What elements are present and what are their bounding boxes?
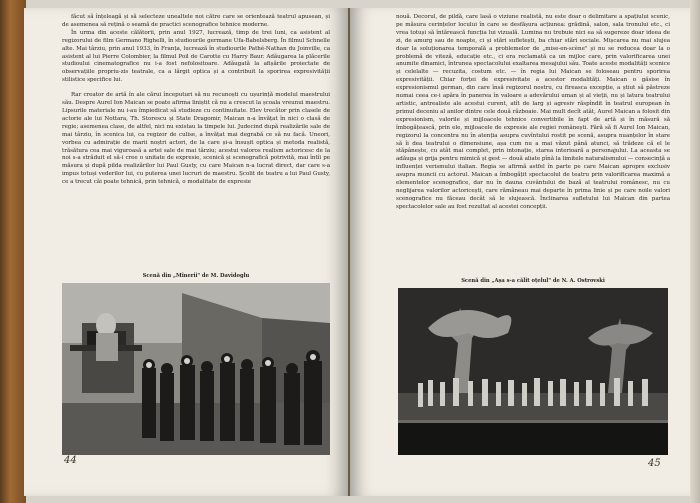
- left-page-text: [62, 14, 330, 187]
- book-cover-right: [690, 0, 700, 503]
- right-page-text: [396, 14, 670, 212]
- left-photo-caption: Scenă din „Mînerii" de M. Davidoglu: [142, 273, 250, 279]
- book-cover-left: [0, 0, 26, 503]
- right-scene-photo: [398, 288, 668, 455]
- right-photo-caption: Scenă din „Așa s-a călit oțelul" de N. A. Ostrovski: [461, 278, 605, 284]
- left-paragraph: făcut să înțeleagă și să selecteze unealtele noi către care se orientează teatrul apusean, și de asemenea să rețină o seamă de practici scenografice tehnice moderne.: [62, 14, 330, 28]
- page-number-left: 44: [64, 455, 77, 466]
- left-paragraph: În urma din aceste călătorii, prin anul 1927, lucrează, timp de trei luni, ca asistent al regizorului de film Germano Righelli, în studiourile germane Ufa-Babelsberg. În filmul Schnelle alte. Mai târziu, prin anul 1933, în Franța, lucrează în studiourile Pathé-Nathan du Joinville, ca asistent al lui Pierre Colombier, la filmul Poil de Carotte cu Harry Baur. Adăugarea la plăcerile studioului cinematografice nu i-a fost nefolositoare. Adăugată la afișările proiectate de observațiile propriu-zis teatrale, ca a lărgit optica și a contribuit la sporirea expresivității stilistice specifice lui.: [62, 29, 330, 84]
- left-paragraph: Rar creator de artă în ale cărui începuturi să nu recunoști cu ușurință modelul maestrului său. Despre Aurel Ion Maican se poate afirma liniștit că nu a crescut la școala vreunui maestru. Lipsurile materiale nu i-au împiedicat să studieze cu continuitate. Elev trecător prin clasele de actorie ale lui Nottara, Th. Storescu și State Dragomir, Maican n-a învățat în nici o clasă de regie; asemenea clase, de altfel, nici nu existau la timpele lui. Judecind după realizările sale de mai târziu, în scenica lui, ca regizor de culise, a învățat mai degrabă ce să nu facă. Uneori, vorbea cu admirație de marii noștri actori, de la care și-a însușit optica și metoda realistă, trăsătura cea mai viguroasă a artei sale de mai târziu; acestui valoros realism actoricesc de la noi s-a străduit el să-i cree o unitate de expresie, scenică și scenografică potrivită, mai întîi pe măsura și după pilda realizărilor lui Paul Gusty, cu care Maican n-a lucrat direct, dar care s-a impus totuși vederilor lui, cu puterea unei lucruri de maestru. Școlit de teatru a lui Paul Gusty, ce a trecut căi poate tehnică, prin tehnică, o modalitate de expresie: [62, 92, 330, 186]
- page-number-right: 45: [648, 458, 661, 469]
- right-page: [350, 8, 690, 496]
- right-paragraph: nouă. Decorul, de pildă, care lasă o viziune realistă, nu este doar o delimitare a spațiului scenic, pe măsura cerințelor locului în care se desfășura acțiunea: grădină, salon, sala tronului etc., ci vrea totuși să întărească funcția lui vizuală. Lumina nu trebuie nici ea să sugereze doar ideea de zi, de amurg sau de noapte, ci și stări sufletești, ba chiar stări sociale. Mișcarea nu mai slujea doar la soluționarea temporală a problemelor de „mise-en-scène" și nu se reducea doar la o problemă de viteză, educație etc., ci era reclamată ca un mijloc care, prin valorificarea unei anumite dinamici, întrunea spectacolului exaltarea mesajului său. Toate aceste modalități scenice și celelalte — recuzita, costum etc. — în regia lui Maican se foloseau pentru sporirea expresivității. Chiar forței de expresivitate a acestor modalități. Maican o găsise în expresionismul german, din care însă regizorul nostru, cu fireasca excepție, a știut să păstreze numai ceea ce-i apăra în panerea în valoare a adevărului uman și al vieții, nu și latura teatrului artistic, antrealiste ale acestui curent, atît de larg și agresiv răspîndit în teatrul european în primul deceniu al anilor dintre cele două războaie. Mai mult decît atât, Aurel Maican a folosit din expresionism, valorile și mijloacele tehnice convertibile în fapt de artă și în măsură să îmbogățească, prin ele, mijloacele de expresie ale regiei românești. Fără să fi Aurel Ion Maican, regizorul la concentra nu în atenția asupra cuvîntului rostit pe scenă, asupra nuanțelor în stare să îi dea teatrului o dimensiune, așa cum nu a mai văzut până atunci, să trădeze că el le stăpânește, cu atât mai complet, prin intonație, starea interioară a personajului. La aceasta se adăuga și grija pentru mimică și gest — două aliate pînă la limitele naturalismului — consecință a influenței verismului italian. Regia se afirmă astfel în parte pe care Maican apropre exclusiv asupra muncii cu actorul. Maican a îmbogățit spectacolul de teatru prin valorificarea maximă a elementelor scenografice, dar nu în dauna cuvântului de bază al teatrului românesc, nu cu neglijarea valorilor actoricești, care rămâneau mai departe în prima linie și pe care noile valori scenografice nu făceau decât să le slujească. Înclinarea sufletului lui Maican din partea spectacolelor sale au fost rezultat al acestei concepții.: [396, 14, 670, 210]
- left-page: [24, 8, 350, 496]
- left-scene-photo: [62, 283, 330, 455]
